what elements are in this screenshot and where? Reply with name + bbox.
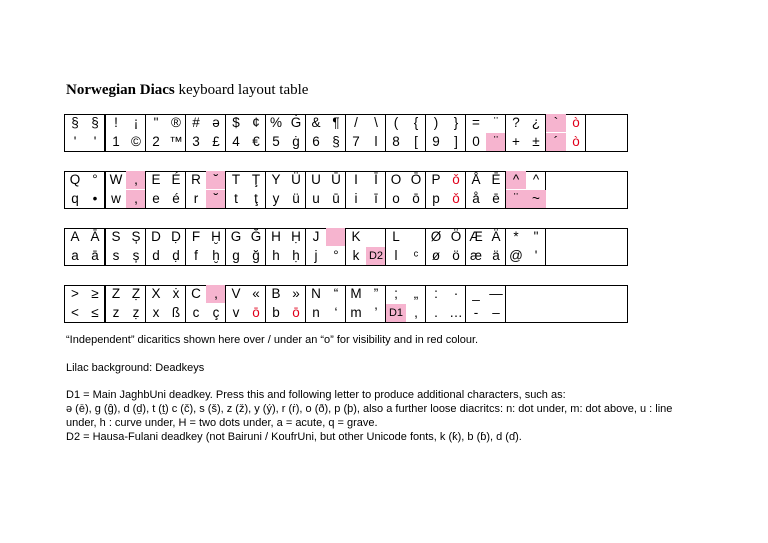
key-char-bottom-right: D2 xyxy=(366,247,386,265)
key-char-bottom-right: ō xyxy=(292,305,300,321)
key-4-10 xyxy=(425,285,466,323)
key-char-top-left: U xyxy=(311,172,321,188)
key-char-top-left: R xyxy=(191,172,201,188)
key-char-bottom-right: ò xyxy=(572,134,580,150)
key-char-bottom-left: 0 xyxy=(472,134,480,150)
key-char-top-left: Ø xyxy=(430,229,442,245)
key-1-2 xyxy=(105,114,146,152)
key-char-bottom-right: • xyxy=(92,191,98,207)
key-char-bottom-right: ™ xyxy=(169,134,183,150)
key-char-top-left: = xyxy=(472,115,480,131)
key-char-bottom-right: ' xyxy=(93,134,97,150)
key-char-top-right: ^ xyxy=(532,172,540,188)
key-char-top-left: ( xyxy=(393,115,399,131)
key-char-bottom-left: p xyxy=(432,191,440,207)
key-char-bottom-right: ţ xyxy=(254,191,258,207)
key-char-top-left: I xyxy=(354,172,358,188)
key-char-bottom-left: a xyxy=(71,248,79,264)
key-char-bottom-right: ș xyxy=(132,248,140,264)
key-char-bottom-right: € xyxy=(252,134,260,150)
key-char-bottom-left: w xyxy=(111,191,121,207)
key-2-2 xyxy=(105,171,146,209)
key-char-top-left: ^ xyxy=(506,171,526,189)
key-char-top-right: ¿ xyxy=(531,115,541,131)
key-1-9 xyxy=(385,114,426,152)
key-char-bottom-left: - xyxy=(473,305,479,321)
key-char-bottom-right: ' xyxy=(534,248,538,264)
key-char-bottom-left: æ xyxy=(469,248,482,264)
key-char-top-right: , xyxy=(206,285,226,303)
key-char-top-left: D xyxy=(151,229,161,245)
key-char-bottom-right: ö xyxy=(452,248,460,264)
key-char-top-left: ; xyxy=(394,286,398,302)
key-char-top-right: " xyxy=(533,229,539,245)
key-char-top-right: ǒ xyxy=(452,172,460,188)
key-char-top-right: Ī xyxy=(374,172,378,188)
key-char-top-right: Ā xyxy=(90,229,100,245)
key-2-10 xyxy=(425,171,466,209)
key-char-bottom-right: ] xyxy=(454,134,458,150)
key-4-9 xyxy=(385,285,426,323)
key-char-bottom-left: s xyxy=(112,248,120,264)
key-char-bottom-right: § xyxy=(332,134,340,150)
key-1-1 xyxy=(65,114,105,152)
key-char-top-right: » xyxy=(292,286,300,302)
key-char-top-right: „ xyxy=(413,286,419,302)
key-char-bottom-right: ō xyxy=(252,305,260,321)
key-char-bottom-right: ˘ xyxy=(206,190,226,208)
key-3-11 xyxy=(465,228,506,266)
key-char-bottom-left: c xyxy=(192,305,200,321)
title-rest: keyboard layout table xyxy=(174,82,309,98)
key-char-top-right xyxy=(406,228,426,246)
key-char-top-right: ¨ xyxy=(493,115,499,131)
key-char-bottom-right: ± xyxy=(532,134,540,150)
key-4-1 xyxy=(65,285,105,323)
key-char-top-right: ≥ xyxy=(91,286,99,302)
key-char-top-right: Ū xyxy=(331,172,341,188)
key-char-top-left: Å xyxy=(471,172,481,188)
key-char-bottom-left: k xyxy=(352,248,360,264)
key-char-bottom-left: ´ xyxy=(546,133,566,151)
key-char-top-left: & xyxy=(311,115,321,131)
key-char-bottom-left: q xyxy=(71,191,79,207)
key-char-top-left: O xyxy=(390,172,402,188)
note-d1-examples: ə (ē), g (ĝ), d (ḏ), t (ṯ) c (č), s (š), z (ž), y (ý), r (ṙ), o (ð), p (þ), also a further loose diacritcs: n: dot under, m: dot above, u : line xyxy=(66,403,673,415)
key-char-top-left: H xyxy=(271,229,281,245)
key-2-6 xyxy=(265,171,306,209)
key-char-bottom-right: ġ xyxy=(292,134,300,150)
key-char-top-left: P xyxy=(431,172,441,188)
key-char-bottom-left: 3 xyxy=(192,134,200,150)
key-char-top-right: — xyxy=(489,286,503,302)
key-char-bottom-right: ≤ xyxy=(91,305,99,321)
note-d2-description: D2 = Hausa-Fulani deadkey (not Bairuni / KoufrUni, but other Unicode fonts, k (ƙ), b (ɓ), d (ɗ). xyxy=(66,431,522,443)
key-char-top-right: Ō xyxy=(410,172,422,188)
key-char-top-right: Ẓ xyxy=(131,286,141,302)
key-char-bottom-left: ' xyxy=(73,134,77,150)
key-1-8 xyxy=(345,114,386,152)
key-char-top-right: Ü xyxy=(291,172,301,188)
key-char-top-left: N xyxy=(311,286,321,302)
key-char-bottom-left: r xyxy=(193,191,199,207)
key-char-top-right: ò xyxy=(572,115,580,131)
key-char-bottom-right: ā xyxy=(91,248,99,264)
key-char-top-right: Ğ xyxy=(250,229,262,245)
key-3-10 xyxy=(425,228,466,266)
key-char-bottom-right: é xyxy=(172,191,180,207)
key-char-top-left: J xyxy=(312,229,320,245)
page-title xyxy=(66,82,308,99)
key-char-bottom-right: , xyxy=(414,305,418,321)
key-char-top-right: , xyxy=(126,171,146,189)
key-char-top-left: ! xyxy=(114,115,118,131)
key-char-top-right: { xyxy=(413,115,419,131)
key-char-bottom-left: d xyxy=(152,248,160,264)
key-char-top-right: \ xyxy=(374,115,378,131)
key-2-4 xyxy=(185,171,226,209)
key-char-bottom-left: g xyxy=(232,248,240,264)
note-independent-diacritics: “Independent” dicaritics shown here over / under an “o” for visibility and in red colour. xyxy=(66,334,479,346)
key-2-8 xyxy=(345,171,386,209)
key-char-bottom-right: ẓ xyxy=(132,305,140,321)
key-char-top-left: # xyxy=(192,115,200,131)
key-4-4 xyxy=(185,285,226,323)
key-char-top-right: ¢ xyxy=(252,115,260,131)
key-3-3 xyxy=(145,228,186,266)
key-char-bottom-right: ğ xyxy=(252,248,260,264)
key-2-1 xyxy=(65,171,105,209)
key-char-top-left: > xyxy=(71,286,79,302)
key-char-top-right xyxy=(326,228,346,246)
key-char-top-right: ˘ xyxy=(206,171,226,189)
key-3-7 xyxy=(305,228,346,266)
key-char-top-left: T xyxy=(231,172,241,188)
key-char-top-left: _ xyxy=(472,286,480,302)
key-char-top-left: L xyxy=(392,229,400,245)
key-char-top-left: Z xyxy=(111,286,121,302)
key-char-top-left: " xyxy=(153,115,159,131)
key-char-top-right: Ē xyxy=(491,172,501,188)
key-char-bottom-left: m xyxy=(350,305,362,321)
key-char-top-left: % xyxy=(269,115,282,131)
key-char-top-left: ? xyxy=(512,115,520,131)
key-char-bottom-right: ~ xyxy=(526,190,546,208)
key-char-top-right: Ḍ xyxy=(171,229,181,245)
keyboard-row-1 xyxy=(64,114,628,152)
note-lilac-deadkeys: Lilac background: Deadkeys xyxy=(66,362,205,374)
keyboard-row-4 xyxy=(64,285,628,323)
key-char-bottom-right: … xyxy=(449,305,463,321)
key-char-top-right: ¡ xyxy=(133,115,139,131)
key-3-5 xyxy=(225,228,266,266)
key-char-bottom-left: 5 xyxy=(272,134,280,150)
key-char-top-left: C xyxy=(191,286,201,302)
key-1-13 xyxy=(545,114,586,152)
key-char-top-left: S xyxy=(111,229,121,245)
key-char-bottom-right: ḥ xyxy=(292,248,300,264)
key-char-bottom-left: å xyxy=(472,191,480,207)
key-3-1 xyxy=(65,228,105,266)
key-3-8 xyxy=(345,228,386,266)
key-2-9 xyxy=(385,171,426,209)
key-3-12 xyxy=(505,228,546,266)
key-char-bottom-left: z xyxy=(112,305,120,321)
key-char-bottom-left: 1 xyxy=(112,134,120,150)
key-char-top-left: X xyxy=(151,286,161,302)
key-char-top-right: “ xyxy=(333,286,339,302)
key-char-top-right: Ġ xyxy=(290,115,302,131)
key-char-bottom-left: D1 xyxy=(386,304,406,322)
key-char-top-left: ) xyxy=(433,115,439,131)
key-2-3 xyxy=(145,171,186,209)
key-char-bottom-right: £ xyxy=(212,134,220,150)
key-4-7 xyxy=(305,285,346,323)
key-1-10 xyxy=(425,114,466,152)
key-char-top-right: Ḫ xyxy=(211,229,221,245)
key-char-bottom-left: v xyxy=(232,305,240,321)
key-char-bottom-left: 2 xyxy=(152,134,160,150)
keyboard-row-3 xyxy=(64,228,628,266)
key-char-bottom-right: l xyxy=(374,134,378,150)
key-3-4 xyxy=(185,228,226,266)
key-char-top-left: § xyxy=(71,115,79,131)
key-char-bottom-right: ç xyxy=(212,305,220,321)
key-char-top-right: Ḥ xyxy=(291,229,301,245)
key-char-top-right: ” xyxy=(373,286,379,302)
key-char-bottom-left: b xyxy=(272,305,280,321)
key-char-bottom-right: ǒ xyxy=(452,191,460,207)
key-3-6 xyxy=(265,228,306,266)
key-char-top-right: ¶ xyxy=(332,115,340,131)
key-char-bottom-left: e xyxy=(152,191,160,207)
key-char-top-left: G xyxy=(230,229,242,245)
key-char-top-right: « xyxy=(252,286,260,302)
note-d1-description: D1 = Main JaghbUni deadkey. Press this and following letter to produce additional characters, such as: xyxy=(66,389,566,401)
key-char-top-right: Ö xyxy=(450,229,462,245)
key-char-bottom-right: ß xyxy=(171,305,181,321)
key-4-2 xyxy=(105,285,146,323)
key-char-top-left: * xyxy=(513,229,519,245)
key-char-bottom-left: l xyxy=(394,248,398,264)
key-char-bottom-right: ḍ xyxy=(172,248,180,264)
key-2-11 xyxy=(465,171,506,209)
key-char-bottom-right: ä xyxy=(492,248,500,264)
key-char-bottom-left: 7 xyxy=(352,134,360,150)
key-char-top-left: E xyxy=(151,172,161,188)
key-char-bottom-left: < xyxy=(71,305,79,321)
key-2-7 xyxy=(305,171,346,209)
key-char-top-right xyxy=(366,228,386,246)
key-char-bottom-right: ē xyxy=(492,191,500,207)
key-3-2 xyxy=(105,228,146,266)
key-char-bottom-left: + xyxy=(512,134,520,150)
key-char-top-left: ` xyxy=(546,114,566,132)
key-char-bottom-left: ø xyxy=(431,248,441,264)
key-char-top-left: : xyxy=(434,286,438,302)
key-char-top-left: A xyxy=(70,229,80,245)
note-d1-examples-cont: under, h : curve under, H = two dots under, a = acute, q = grave. xyxy=(66,417,378,429)
keyboard-row-2 xyxy=(64,171,628,209)
key-char-bottom-right: ī xyxy=(374,191,378,207)
key-char-top-right: Ä xyxy=(491,229,501,245)
key-char-top-left: F xyxy=(191,229,201,245)
key-4-11 xyxy=(465,285,506,323)
key-char-bottom-right: ū xyxy=(332,191,340,207)
key-char-bottom-left: o xyxy=(392,191,400,207)
key-char-top-right: ® xyxy=(171,115,181,131)
key-char-top-right: ° xyxy=(92,172,98,188)
key-char-top-left: V xyxy=(231,286,241,302)
key-2-5 xyxy=(225,171,266,209)
key-char-bottom-left: i xyxy=(354,191,358,207)
key-char-bottom-left: 9 xyxy=(432,134,440,150)
title-bold: Norwegian Diacs xyxy=(66,82,175,98)
key-char-bottom-left: 4 xyxy=(232,134,240,150)
key-char-bottom-right: , xyxy=(126,190,146,208)
key-char-bottom-right: ¨ xyxy=(486,133,506,151)
key-char-top-left: / xyxy=(354,115,358,131)
key-char-bottom-right: ° xyxy=(333,248,339,264)
key-char-bottom-right: ᶜ xyxy=(413,248,419,264)
key-1-11 xyxy=(465,114,506,152)
key-char-top-left: B xyxy=(271,286,281,302)
key-char-top-right: ə xyxy=(212,115,220,131)
key-char-bottom-left: 6 xyxy=(312,134,320,150)
key-char-top-right: Ș xyxy=(131,229,141,245)
key-char-bottom-left: u xyxy=(312,191,320,207)
key-1-4 xyxy=(185,114,226,152)
key-char-bottom-left: 8 xyxy=(392,134,400,150)
key-4-6 xyxy=(265,285,306,323)
key-char-bottom-right: ḫ xyxy=(212,248,220,264)
key-char-bottom-right: © xyxy=(131,134,141,150)
key-char-bottom-left: @ xyxy=(509,248,523,264)
key-char-bottom-left: x xyxy=(152,305,160,321)
key-char-bottom-left: ¨ xyxy=(506,190,526,208)
key-char-top-left: K xyxy=(351,229,361,245)
key-char-bottom-left: h xyxy=(272,248,280,264)
key-char-top-left: M xyxy=(350,286,362,302)
key-char-bottom-left: y xyxy=(272,191,280,207)
key-1-12 xyxy=(505,114,546,152)
key-1-7 xyxy=(305,114,346,152)
key-4-8 xyxy=(345,285,386,323)
key-char-bottom-left: f xyxy=(194,248,198,264)
key-char-top-right: Ţ xyxy=(251,172,261,188)
key-1-3 xyxy=(145,114,186,152)
key-char-top-right: § xyxy=(91,115,99,131)
key-1-5 xyxy=(225,114,266,152)
key-char-top-left: Y xyxy=(271,172,281,188)
key-char-bottom-left: j xyxy=(314,248,318,264)
key-char-bottom-right: [ xyxy=(414,134,418,150)
key-char-bottom-left: t xyxy=(234,191,238,207)
key-char-top-left: W xyxy=(109,172,123,188)
key-4-3 xyxy=(145,285,186,323)
key-char-top-right: É xyxy=(171,172,181,188)
key-char-bottom-right: ō xyxy=(412,191,420,207)
key-char-bottom-right: ’ xyxy=(374,305,378,321)
key-char-bottom-left: . xyxy=(434,305,438,321)
key-char-top-left: Æ xyxy=(469,229,483,245)
key-1-6 xyxy=(265,114,306,152)
key-char-bottom-right: ü xyxy=(292,191,300,207)
key-4-5 xyxy=(225,285,266,323)
key-char-bottom-right: – xyxy=(492,305,500,321)
key-char-top-left: Q xyxy=(69,172,81,188)
key-char-bottom-right: ‘ xyxy=(334,305,338,321)
key-char-top-left: $ xyxy=(232,115,240,131)
key-char-bottom-left: n xyxy=(312,305,320,321)
key-2-12 xyxy=(505,171,546,209)
key-3-9 xyxy=(385,228,426,266)
key-char-top-right: } xyxy=(453,115,459,131)
key-char-top-right: · xyxy=(453,286,459,302)
key-char-top-right: ẋ xyxy=(172,286,180,302)
